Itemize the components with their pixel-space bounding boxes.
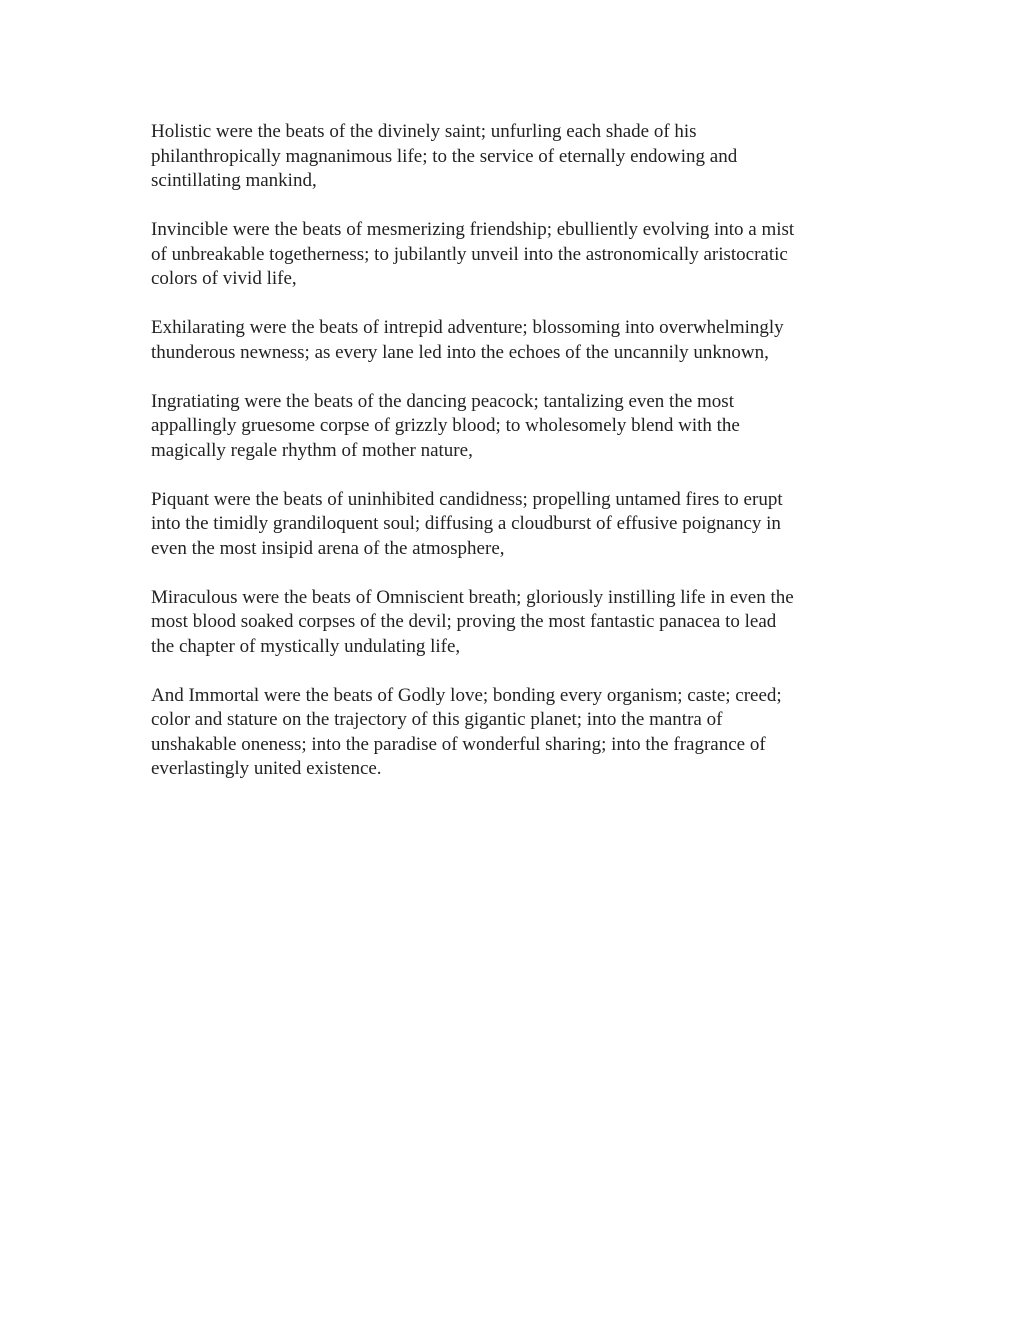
text-line: scintillating mankind, <box>151 170 317 191</box>
text-line: color and stature on the trajectory of this gigantic planet; into the mantra of <box>151 709 723 730</box>
text-line: Holistic were the beats of the divinely saint; unfurling each shade of his <box>151 121 697 142</box>
text-line: colors of vivid life, <box>151 268 297 289</box>
text-line: Invincible were the beats of mesmerizing friendship; ebulliently evolving into a mist <box>151 219 795 240</box>
text-line: unshakable oneness; into the paradise of wonderful sharing; into the fragrance of <box>151 733 766 755</box>
text-line: most blood soaked corpses of the devil; proving the most fantastic panacea to lead <box>151 611 777 632</box>
paragraph <box>151 120 871 194</box>
paragraph <box>151 488 871 562</box>
text-line: into the timidly grandiloquent soul; diffusing a cloudburst of effusive poignancy in <box>151 513 781 534</box>
text-line: appallingly gruesome corpse of grizzly blood; to wholesomely blend with the <box>151 415 740 436</box>
paragraph <box>151 586 871 660</box>
text-line: even the most insipid arena of the atmosphere, <box>151 537 505 559</box>
paragraph <box>151 684 871 782</box>
text-line: of unbreakable togetherness; to jubilantly unveil into the astronomically aristocratic <box>151 243 788 265</box>
text-line: Ingratiating were the beats of the dancing peacock; tantalizing even the most <box>151 390 734 412</box>
paragraph <box>151 218 871 292</box>
text-line: thunderous newness; as every lane led into the echoes of the uncannily unknown, <box>151 341 769 363</box>
text-line: Piquant were the beats of uninhibited candidness; propelling untamed fires to erupt <box>151 488 783 510</box>
text-line: Exhilarating were the beats of intrepid adventure; blossoming into overwhelmingly <box>151 317 784 338</box>
text-line: everlastingly united existence. <box>151 758 382 779</box>
paragraph <box>151 390 871 464</box>
text-line: magically regale rhythm of mother nature, <box>151 439 473 461</box>
text-line: the chapter of mystically undulating life, <box>151 635 461 657</box>
text-line: And Immortal were the beats of Godly love; bonding every organism; caste; creed; <box>151 684 782 706</box>
text-line: philanthropically magnanimous life; to the service of eternally endowing and <box>151 145 738 167</box>
poem-body <box>151 120 871 806</box>
text-line: Miraculous were the beats of Omniscient breath; gloriously instilling life in even the <box>151 586 794 608</box>
paragraph <box>151 316 871 365</box>
